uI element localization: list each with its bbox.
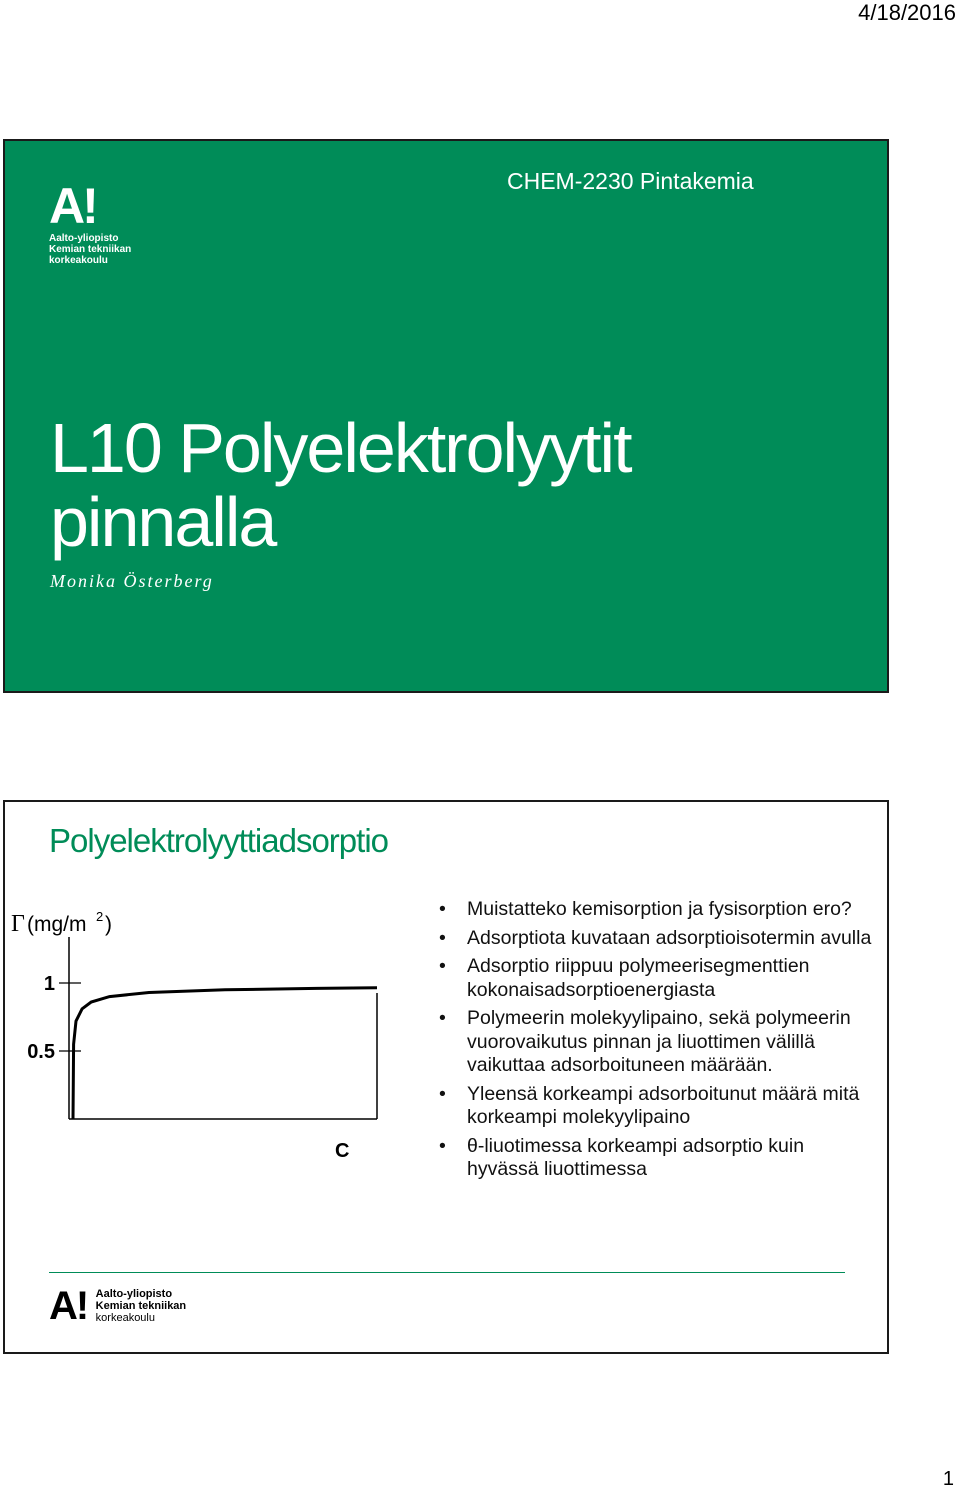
aalto-logo-mark: A! <box>49 178 96 234</box>
aalto-logo-footer <box>49 1286 186 1326</box>
page-number: 1 <box>942 1468 954 1490</box>
y-tick-label: 1 <box>43 973 55 995</box>
y-tick-label: 0.5 <box>27 1041 55 1063</box>
y-axis-close: ) <box>105 913 112 936</box>
isotherm-curve <box>73 988 377 1119</box>
bullet-item: • Yleensä korkeampi adsorboitunut määrä mitä korkeampi molekyylipaino <box>435 1083 875 1130</box>
logo-line-2: Kemian tekniikan <box>49 244 132 255</box>
x-axis-label: C <box>335 1140 350 1162</box>
content-slide <box>3 800 889 1354</box>
logo-line-1: Aalto-yliopisto <box>95 1288 173 1300</box>
y-axis-symbol: Γ <box>11 911 25 937</box>
logo-line-2: Kemian tekniikan <box>95 1300 187 1312</box>
slide-heading: Polyelektrolyyttiadsorptio <box>49 822 388 859</box>
logo-line-1: Aalto-yliopisto <box>49 233 119 244</box>
print-date: 4/18/2016 <box>858 0 956 25</box>
slide-title-line-1: L10 Polyelektrolyytit <box>50 409 631 487</box>
title-slide <box>3 139 889 693</box>
bullet-item: • Polymeerin molekyylipaino, sekä polymeerin vuorovaikutus pinnan ja liuottimen välillä vaikuttaa adsorboituneen määrään. <box>435 1007 875 1078</box>
aalto-logo-mark: A! <box>49 1284 88 1328</box>
bullet-item: • Muistatteko kemisorption ja fysisorption ero? <box>435 898 875 922</box>
bullet-list <box>435 898 875 1187</box>
bullet-item: • θ-liuotimessa korkeampi adsorptio kuin hyvässä liuottimessa <box>435 1135 875 1182</box>
course-code: CHEM-2230 Pintakemia <box>507 168 754 194</box>
slide-title <box>50 411 870 559</box>
bullet-item: • Adsorptiota kuvataan adsorptioisotermin avulla <box>435 927 875 951</box>
bullet-item: • Adsorptio riippuu polymeerisegmenttien kokonaisadsorptioenergiasta <box>435 955 875 1002</box>
y-axis-exponent: 2 <box>96 909 104 924</box>
aalto-logo <box>49 178 132 266</box>
slide-title-line-2: pinnalla <box>50 483 276 561</box>
y-axis-unit: (mg/m <box>27 913 87 936</box>
author-name: Monika Österberg <box>50 571 214 591</box>
footer-divider <box>49 1272 845 1273</box>
logo-line-3: korkeakoulu <box>49 255 108 266</box>
adsorption-isotherm-chart <box>5 897 405 1177</box>
logo-line-3: korkeakoulu <box>95 1312 155 1324</box>
